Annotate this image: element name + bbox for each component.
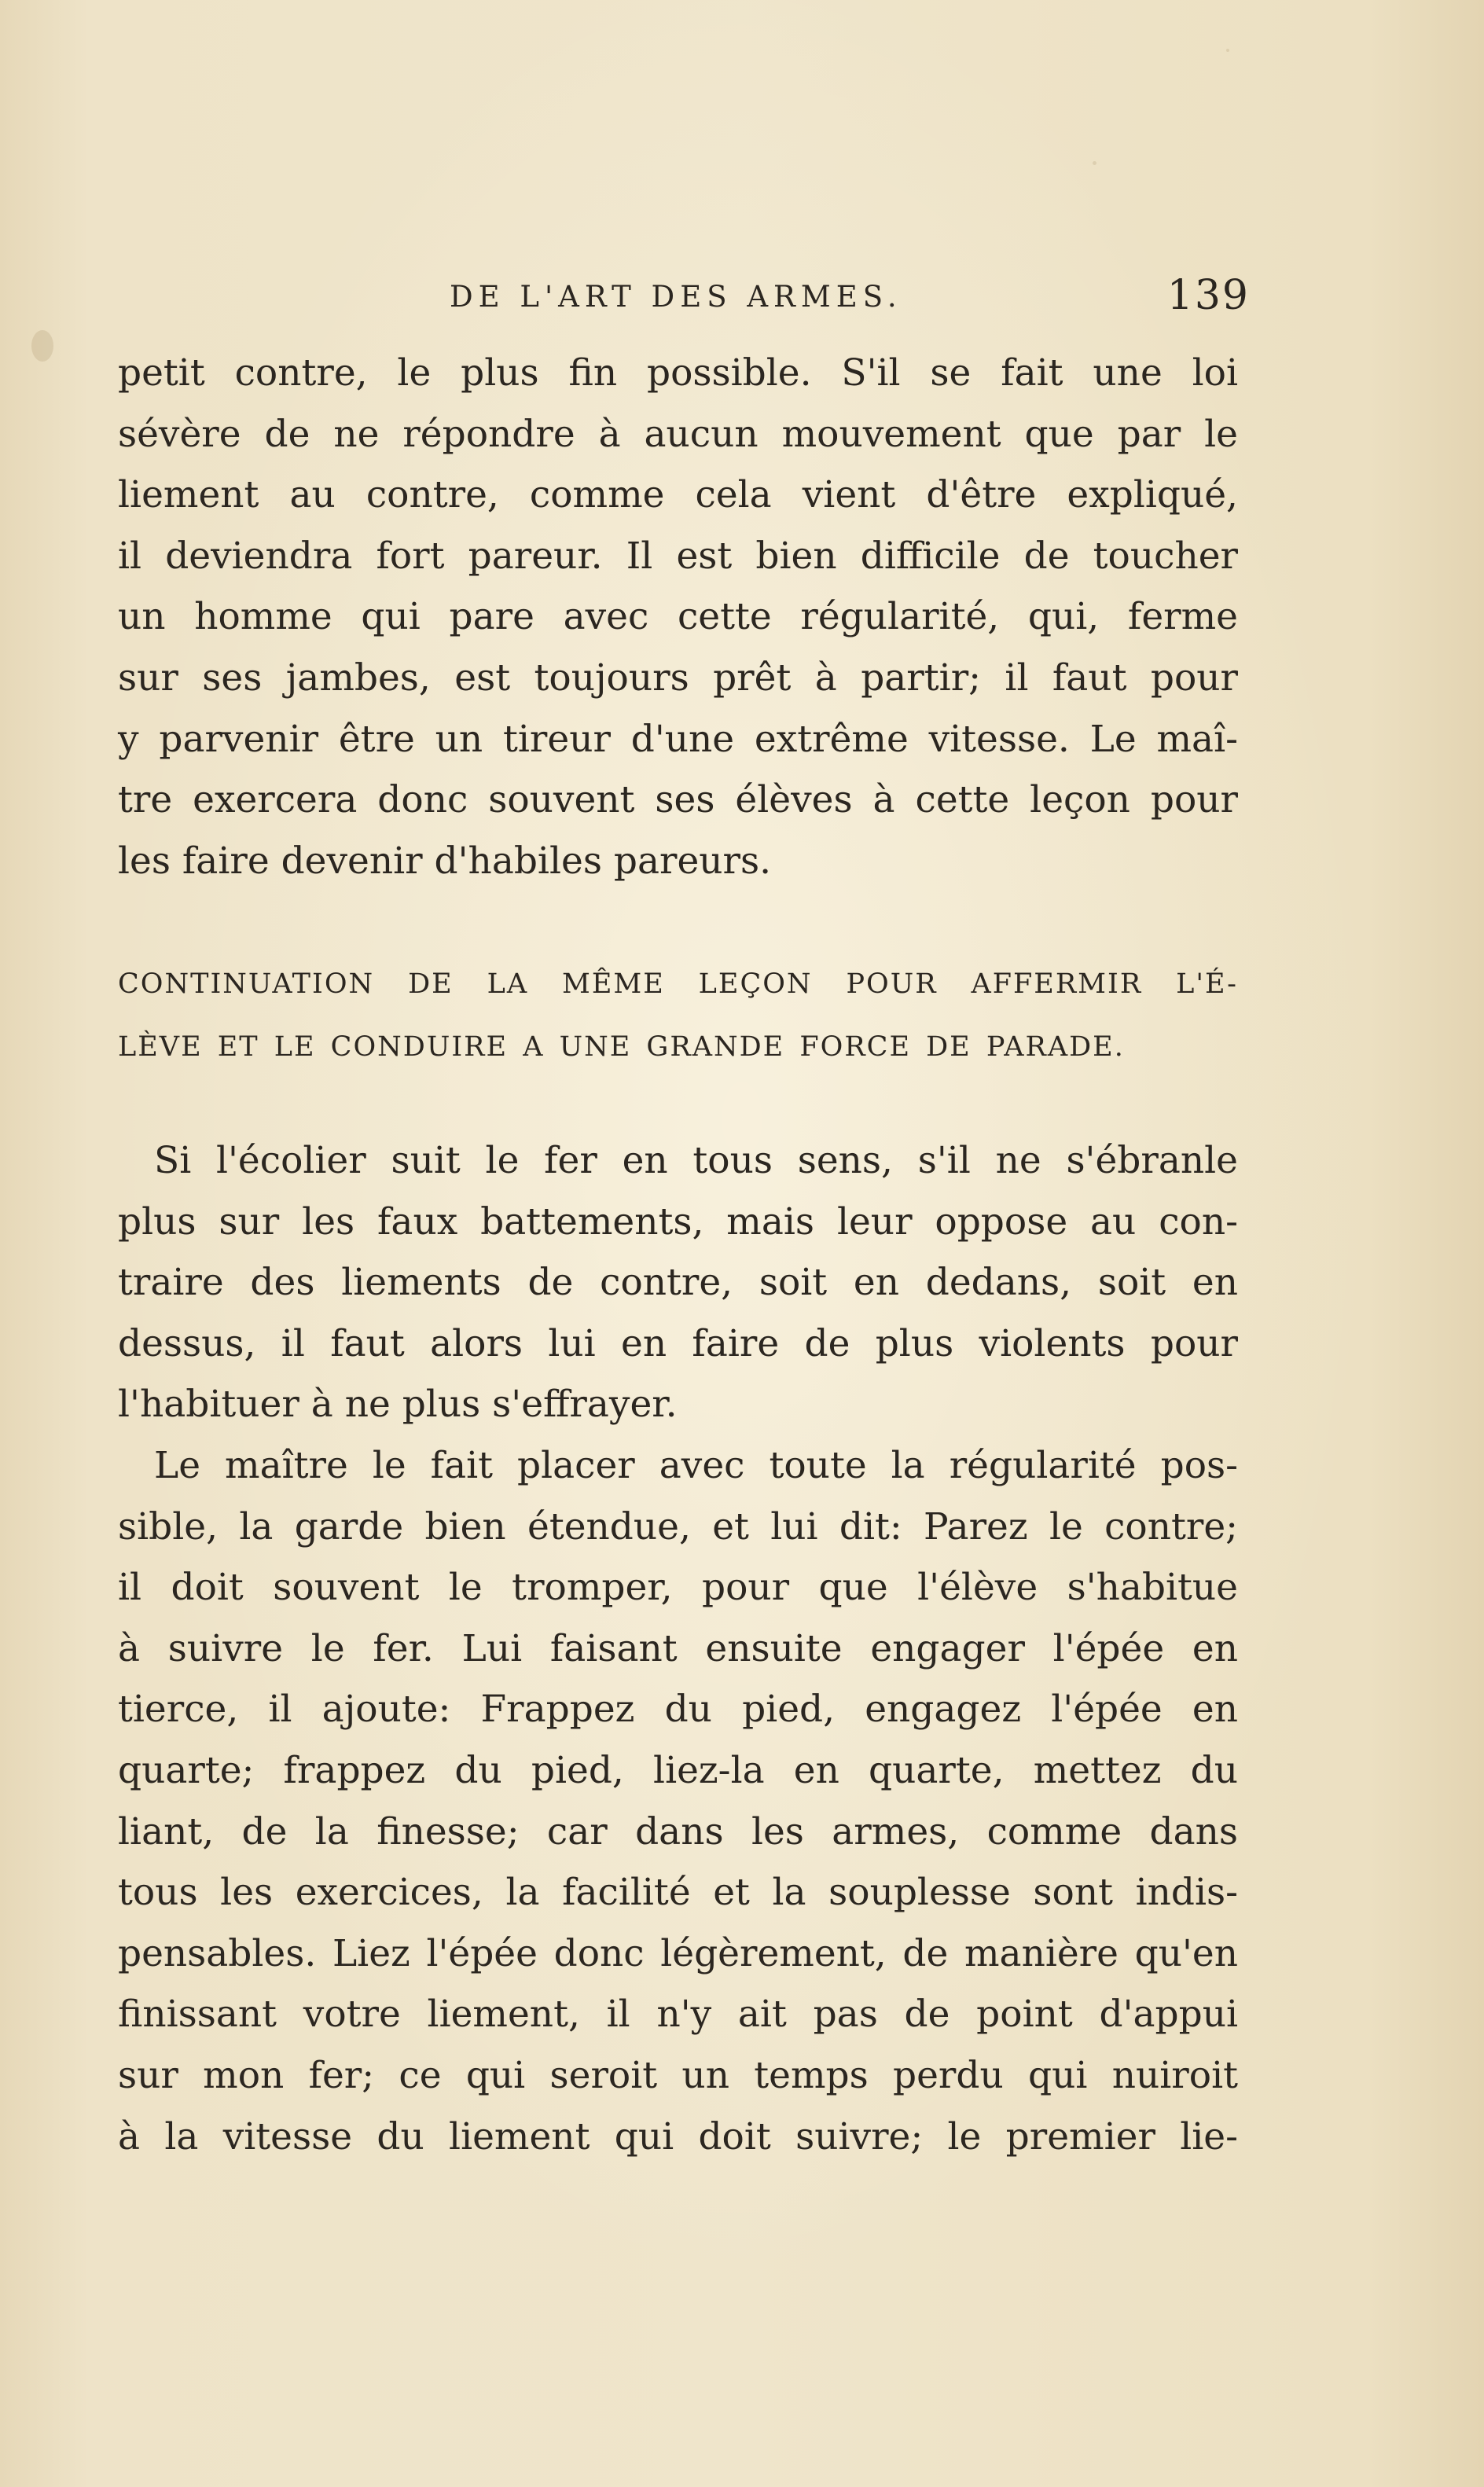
heading-line: CONTINUATION DE LA MÊME LEÇON POUR AFFERMIR L'É- bbox=[118, 968, 1238, 1000]
text-line: tierce, il ajoute: Frappez du pied, engagez l'épée en bbox=[118, 1688, 1238, 1732]
text-line: Si l'écolier suit le fer en tous sens, s'il ne s'ébranle bbox=[154, 1139, 1238, 1182]
text-line: finissant votre liement, il n'y ait pas de point d'appui bbox=[118, 1993, 1238, 2037]
paragraph bbox=[118, 1435, 1238, 2167]
text-line: quarte; frappez du pied, liez-la en quarte, mettez du bbox=[118, 1748, 1238, 1792]
text-line: traire des liements de contre, soit en dedans, soit en bbox=[118, 1261, 1238, 1305]
section-heading bbox=[118, 953, 1238, 1078]
running-title: DE L'ART DES ARMES. bbox=[450, 280, 902, 314]
text-line: sur mon fer; ce qui seroit un temps perdu qui nuiroit bbox=[118, 2053, 1238, 2097]
text-line: il deviendra fort pareur. Il est bien difficile de toucher bbox=[118, 534, 1238, 578]
paper-stain bbox=[1226, 49, 1229, 52]
text-line: à la vitesse du liement qui doit suivre; le premier lie- bbox=[118, 2114, 1238, 2158]
text-line: pensables. Liez l'épée donc légèrement, de manière qu'en bbox=[118, 1931, 1238, 1975]
page-number: 139 bbox=[1166, 272, 1250, 319]
text-line: sur ses jambes, est toujours prêt à partir; il faut pour bbox=[118, 656, 1238, 700]
paper-stain bbox=[31, 330, 53, 362]
text-line: l'habituer à ne plus s'effrayer. bbox=[118, 1383, 678, 1427]
text-line: les faire devenir d'habiles pareurs. bbox=[118, 839, 772, 883]
text-line: liement au contre, comme cela vient d'être expliqué, bbox=[118, 473, 1238, 517]
text-line: plus sur les faux battements, mais leur oppose au con- bbox=[118, 1199, 1238, 1244]
text-line: sévère de ne répondre à aucun mouvement que par le bbox=[118, 412, 1238, 456]
text-line: liant, de la finesse; car dans les armes, comme dans bbox=[118, 1809, 1238, 1853]
text-line: Le maître le fait placer avec toute la régularité pos- bbox=[154, 1444, 1238, 1487]
text-line: tre exercera donc souvent ses élèves à cette leçon pour bbox=[118, 778, 1238, 822]
text-line: il doit souvent le tromper, pour que l'élève s'habitue bbox=[118, 1566, 1238, 1610]
text-line: dessus, il faut alors lui en faire de plus violents pour bbox=[118, 1321, 1238, 1365]
text-line: un homme qui pare avec cette régularité, qui, ferme bbox=[118, 595, 1238, 639]
text-line: tous les exercices, la facilité et la souplesse sont indis- bbox=[118, 1871, 1238, 1915]
paragraph bbox=[118, 343, 1238, 891]
text-line: y parvenir être un tireur d'une extrême vitesse. Le maî- bbox=[118, 717, 1238, 761]
paper-stain bbox=[1093, 161, 1096, 165]
heading-line: LÈVE ET LE CONDUIRE A UNE GRANDE FORCE DE PARADE. bbox=[118, 1031, 1125, 1063]
text-line: petit contre, le plus fin possible. S'il se fait une loi bbox=[118, 351, 1238, 395]
text-line: sible, la garde bien étendue, et lui dit: Parez le contre; bbox=[118, 1504, 1238, 1548]
text-line: à suivre le fer. Lui faisant ensuite engager l'épée en bbox=[118, 1626, 1238, 1670]
paragraph bbox=[118, 1130, 1238, 1435]
running-head bbox=[118, 274, 1250, 321]
